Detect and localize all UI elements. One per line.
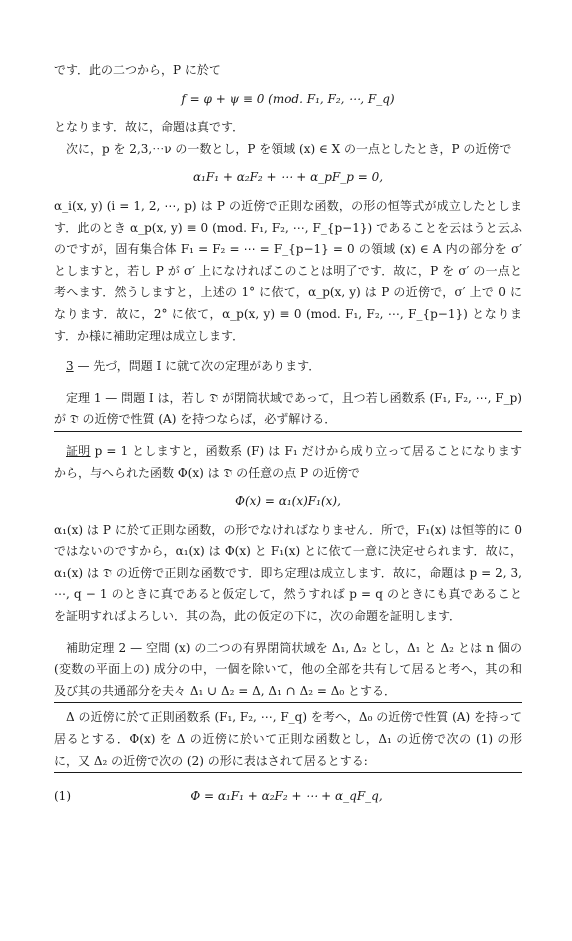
paragraph-6: α₁(x) は P に於て正則な函数，の形でなければなりません．所で，F₁(x) は恒等的に 0 ではないのですから，α₁(x) は Φ(x) と F₁(x) とに依て一意に決定せられます．故に，α₁(x) は 𝔇̄ の近傍で正則な函数です．即ち定理は成立します．故に，命題は p = 2, 3, ⋯, q − 1 のときに真であると仮定して，然うすれば p = q のときにも真であることを証明すればよろしい．其の為，此の仮定の下に，次の命題を証明します． [54, 522, 522, 624]
lemma-2-label: 補助定理 2 [66, 640, 127, 655]
lemma-2-continued [54, 707, 522, 773]
paragraph-7: Δ の近傍に於て正則函数系 (F₁, F₂, ⋯, F_q) を考へ，Δ₀ の近傍で性質 (A) を持って居るとする．Φ(x) を Δ の近傍に於いて正則な函数とし，Δ₁ の近傍で次の (1) の形に，又 Δ₂ の近傍で次の (2) の形に表はされて居るとする: [54, 707, 522, 773]
paragraph-4: α_i(x, y) (i = 1, 2, ⋯, p) は P の近傍で正則な函数，の形の恒等式が成立したとします．此のとき α_p(x, y) ≡ 0 (mod. F₁, F₂, ⋯, F_{p−1}) であることを云はうと云ふのですが，固有集合体 F₁ = F₂ = ⋯ = F_{p−1} = 0 の領域 (x) ∈ A 内の部分を σ′ としますと，若し P が σ′ 上になければこのことは明了です．故に，P を σ′ の一点と考へます．然うしますと，上述の 1° に依て，α_p(x, y) は P の近傍で，σ′ 上で 0 になります．故に，2° に依て，α_p(x, y) ≡ 0 (mod. F₁, F₂, ⋯, F_{p−1}) となります．か様に補助定理は成立します． [54, 198, 522, 343]
equation-2: α₁F₁ + α₂F₂ + ⋯ + α_pF_p = 0, [192, 170, 384, 185]
paper-page [54, 60, 522, 808]
proof-paragraph [54, 441, 522, 484]
equation-4-row [54, 786, 522, 808]
equation-3: Φ(x) = α₁(x)F₁(x), [235, 494, 341, 509]
paragraph-2: となります．故に，命題は真です． [54, 120, 245, 135]
theorem-1 [54, 388, 522, 432]
section-3-intro [54, 356, 522, 378]
equation-4-number: (1) [54, 789, 71, 804]
section-number: 3 [66, 359, 74, 374]
paragraph-3: 次に，p を 2,3,⋯ν の一数とし，P を領域 (x) ∈ X の一点としたとき，P の近傍で [66, 141, 512, 156]
lemma-2 [54, 638, 522, 704]
theorem-1-label: 定理 1 [66, 390, 102, 405]
paragraph-1: です．此の二つから，P に於て [54, 63, 221, 77]
proof-label: 証明 [66, 443, 91, 458]
theorem-1-text: — 問題 I は，若し 𝔇̄ が閉筒状域であって，且つ若し函数系 (F₁, F₂, ⋯, F_p) が 𝔇̄ の近傍で性質 (A) を持つならば，必ず解ける． [54, 390, 522, 427]
section-3-text: — 先づ，問題 I に就て次の定理があります． [73, 359, 321, 374]
lemma-2-text: — 空間 (x) の二つの有界閉筒状域を Δ₁, Δ₂ とし，Δ₁ と Δ₂ とは n 個の (変数の平面上の) 成分の中，一個を除いて，他の全部を共有して居ると考へ，其の和及び其の共通部分を夫々 Δ₁ ∪ Δ₂ = Δ, Δ₁ ∩ Δ₂ = Δ₀ とする． [54, 640, 522, 698]
equation-4: Φ = α₁F₁ + α₂F₂ + ⋯ + α_qF_q, [190, 789, 383, 804]
equation-1: f = φ + ψ ≡ 0 (mod. F₁, F₂, ⋯, F_q) [181, 91, 395, 106]
proof-text: p = 1 としますと，函数系 (F) は F₁ だけから成り立って居ることになりますから，与へられた函数 Φ(x) は 𝔇̄ の任意の点 P の近傍で [54, 443, 522, 480]
